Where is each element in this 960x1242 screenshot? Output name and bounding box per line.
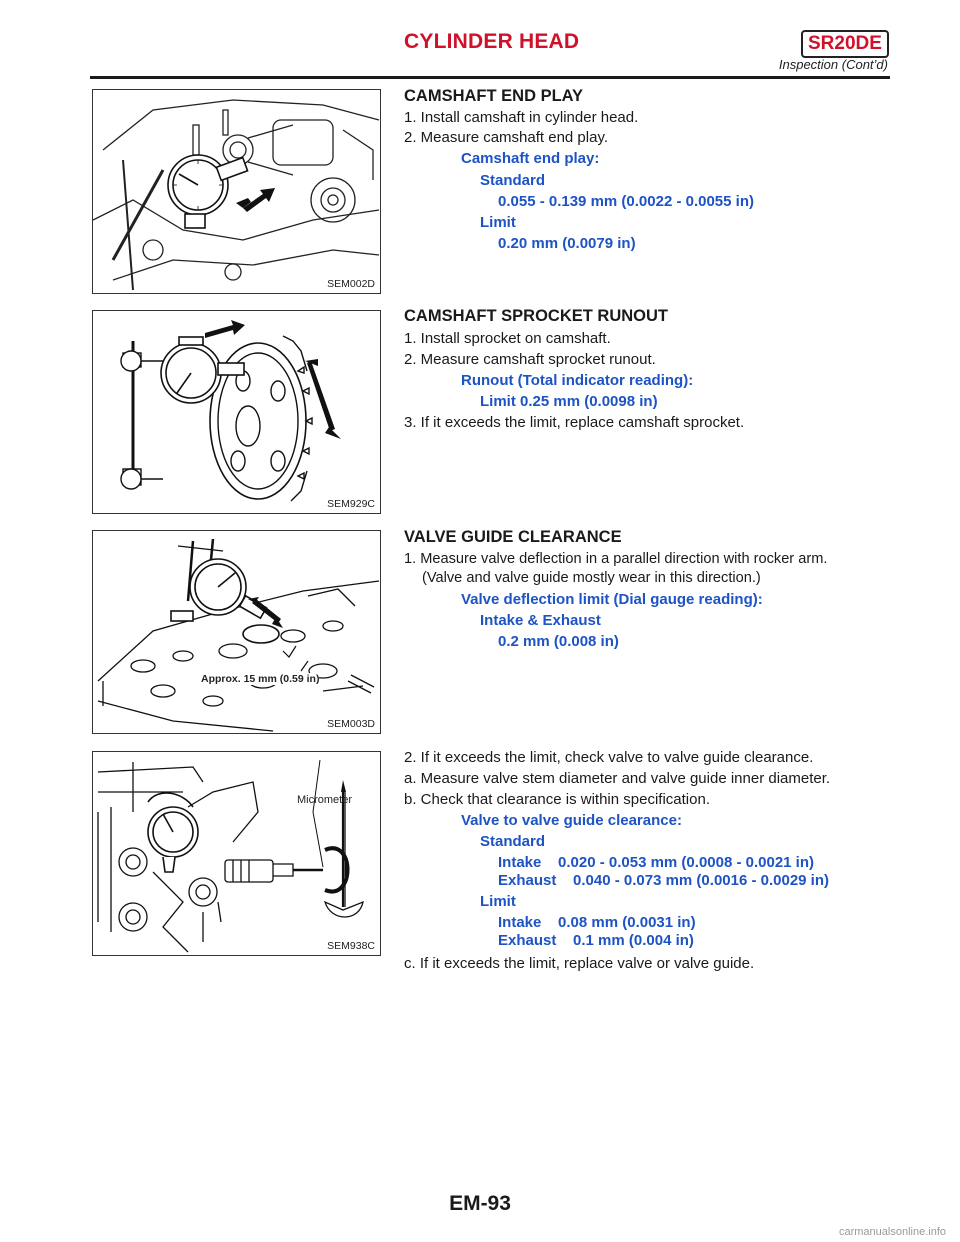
figure-callout-distance: Approx. 15 mm (0.59 in)	[201, 673, 320, 685]
clearance-limit-label: Limit	[480, 893, 516, 910]
runout-step-1: 1. Install sprocket on camshaft.	[404, 330, 611, 347]
figure-sprocket-runout	[92, 310, 381, 514]
section-heading-end-play: CAMSHAFT END PLAY	[404, 87, 584, 105]
end-play-step-2: 2. Measure camshaft end play.	[404, 129, 608, 146]
clearance-limit-intake: Intake 0.08 mm (0.0031 in)	[498, 914, 696, 931]
clearance-step-b: b. Check that clearance is within specification.	[404, 791, 710, 808]
valve-deflection-illustration	[93, 531, 380, 733]
section-heading-valve-guide: VALVE GUIDE CLEARANCE	[404, 528, 622, 546]
runout-spec-label: Runout (Total indicator reading):	[461, 372, 694, 389]
valve-deflection-value: 0.2 mm (0.008 in)	[498, 633, 619, 650]
runout-limit-value: Limit 0.25 mm (0.0098 in)	[480, 393, 658, 410]
clearance-standard-exhaust: Exhaust 0.040 - 0.073 mm (0.0016 - 0.0029 in)	[498, 872, 830, 889]
figure-callout-micrometer: Micrometer	[297, 794, 353, 806]
page-number: EM-93	[449, 1192, 511, 1215]
page-subtitle: Inspection (Cont’d)	[778, 57, 888, 72]
end-play-standard-value: 0.055 - 0.139 mm (0.0022 - 0.0055 in)	[498, 193, 754, 210]
end-play-limit-value: 0.20 mm (0.0079 in)	[498, 235, 636, 252]
clearance-standard-intake: Intake 0.020 - 0.053 mm (0.0008 - 0.0021 in)	[498, 854, 815, 871]
page-title: CYLINDER HEAD	[404, 30, 580, 53]
figure-valve-deflection	[92, 530, 381, 734]
clearance-spec-label: Valve to valve guide clearance:	[461, 812, 682, 829]
clearance-step-2: 2. If it exceeds the limit, check valve to valve guide clearance.	[404, 749, 814, 766]
valve-deflection-spec-label: Valve deflection limit (Dial gauge reading):	[461, 591, 763, 608]
camshaft-end-play-illustration	[93, 90, 380, 293]
end-play-standard-label: Standard	[480, 172, 546, 189]
valve-deflection-sub-label: Intake & Exhaust	[480, 612, 601, 629]
section-heading-runout: CAMSHAFT SPROCKET RUNOUT	[404, 307, 668, 325]
end-play-spec-label: Camshaft end play:	[461, 150, 600, 167]
end-play-limit-label: Limit	[480, 214, 516, 231]
clearance-standard-label: Standard	[480, 833, 546, 850]
end-play-step-1: 1. Install camshaft in cylinder head.	[404, 109, 639, 126]
valve-guide-step-1-note: (Valve and valve guide mostly wear in this direction.)	[422, 570, 761, 586]
figure-camshaft-end-play	[92, 89, 381, 294]
figure-code: SEM929C	[327, 498, 375, 510]
micrometer-illustration	[93, 752, 380, 955]
engine-badge: SR20DE	[801, 30, 889, 58]
figure-valve-stem-measurement	[92, 751, 381, 956]
figure-code: SEM002D	[327, 278, 375, 290]
watermark-text: carmanualsonline.info	[838, 1226, 946, 1238]
clearance-step-a: a. Measure valve stem diameter and valve guide inner diameter.	[404, 770, 831, 787]
sprocket-runout-illustration	[93, 311, 380, 513]
valve-guide-step-1: 1. Measure valve deflection in a parallel direction with rocker arm.	[404, 551, 828, 567]
runout-step-2: 2. Measure camshaft sprocket runout.	[404, 351, 656, 368]
figure-code: SEM003D	[327, 718, 375, 730]
figure-code: SEM938C	[327, 940, 375, 952]
runout-step-3: 3. If it exceeds the limit, replace camshaft sprocket.	[404, 414, 745, 431]
clearance-step-c: c. If it exceeds the limit, replace valve or valve guide.	[404, 955, 755, 972]
header-rule	[90, 76, 890, 79]
clearance-limit-exhaust: Exhaust 0.1 mm (0.004 in)	[498, 932, 694, 949]
